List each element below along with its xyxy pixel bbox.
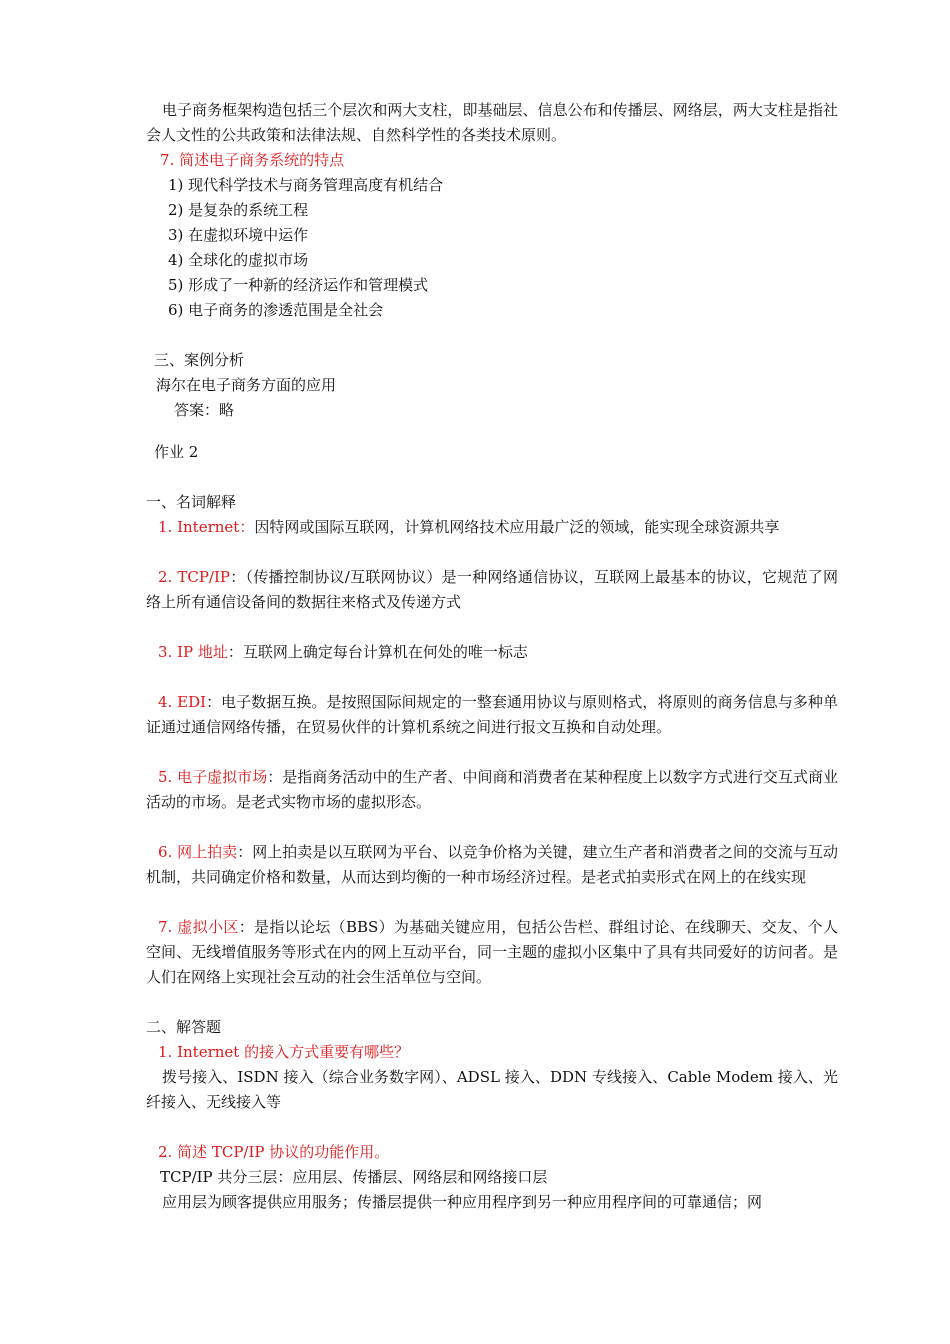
term-definition: （传播控制协议/互联网协议）是一种网络通信协议，互联网上最基本的协议，它规范了网络上所有通信设备间的数据往来格式及传递方式 [146,568,838,611]
term-definition: 因特网或国际互联网，计算机网络技术应用最广泛的领域，能实现全球资源共享 [254,518,780,536]
spacer [146,423,838,440]
term-label: 4. EDI [158,693,207,711]
term-online-auction [146,840,838,890]
question-2-line-1: TCP/IP 共分三层：应用层、传播层、网络层和网络接口层 [160,1168,548,1186]
document-body [146,98,838,1215]
term-label: 5. 电子虚拟市场 [158,768,268,786]
term-definition: 网上拍卖是以互联网为平台、以竞争价格为关键，建立生产者和消费者之间的交流与互动机制，共同确定价格和数量，从而达到均衡的一种市场经济过程。是老式拍卖形式在网上的在线实现 [146,843,838,886]
spacer [146,740,838,765]
spacer [146,815,838,840]
term-label: 1. Internet [158,518,240,536]
question-7-list [146,173,838,323]
list-item: 1) 现代科学技术与商务管理高度有机结合 [168,176,444,194]
term-internet [146,515,838,540]
list-item: 2) 是复杂的系统工程 [168,201,309,219]
case-title: 海尔在电子商务方面的应用 [156,376,337,394]
term-separator: ： [238,918,255,936]
case-answer: 答案：略 [174,401,235,419]
section-1-heading: 一、名词解释 [146,493,237,511]
spacer [146,323,838,348]
term-definition: 电子数据互换。是按照国际间规定的一整套通用协议与原则格式，将原则的商务信息与多种单证通过通信网络传播，在贸易伙伴的计算机系统之间进行报文互换和自动处理。 [146,693,838,736]
section-2-heading: 二、解答题 [146,1018,222,1036]
list-item: 6) 电子商务的渗透范围是全社会 [168,301,384,319]
homework-2-heading: 作业 2 [154,443,199,461]
question-7-title: 7. 简述电子商务系统的特点 [160,151,345,169]
term-label: 7. 虚拟小区 [158,918,239,936]
term-virtual-community [146,915,838,990]
term-definition: 是指以论坛（BBS）为基础关键应用，包括公告栏、群组讨论、在线聊天、交友、个人空间、无线增值服务等形式在内的网上互动平台，同一主题的虚拟小区集中了具有共同爱好的访问者。是人们在网络上实现社会互动的社会生活单位与空间。 [146,918,838,986]
term-tcp-ip [146,565,838,615]
term-ip-address [146,640,838,665]
spacer [146,615,838,640]
term-separator: ： [229,568,246,586]
list-item: 4) 全球化的虚拟市场 [168,251,309,269]
list-item: 5) 形成了一种新的经济运作和管理模式 [168,276,429,294]
term-label: 3. IP 地址 [158,643,228,661]
term-label: 6. 网上拍卖 [158,843,238,861]
case-analysis-heading: 三、案例分析 [154,351,245,369]
term-separator: ： [206,693,222,711]
term-definition: 是指商务活动中的生产者、中间商和消费者在某种程度上以数字方式进行交互式商业活动的市场。是老式实物市场的虚拟形态。 [146,768,838,811]
spacer [146,540,838,565]
term-label: 2. TCP/IP [158,568,230,586]
list-item: 3) 在虚拟环境中运作 [168,226,309,244]
question-2-line-2: 应用层为顾客提供应用服务；传播层提供一种应用程序到另一种应用程序间的可靠通信；网 [162,1193,763,1211]
spacer [146,890,838,915]
term-separator: ： [237,843,253,861]
spacer [146,465,838,490]
term-separator: ： [267,768,283,786]
spacer [146,990,838,1015]
term-edi [146,690,838,740]
term-definition: 互联网上确定每台计算机在何处的唯一标志 [242,643,528,661]
question-1-title: 1. Internet 的接入方式重要有哪些？ [158,1043,410,1061]
spacer [146,665,838,690]
question-1-answer: 拨号接入、ISDN 接入（综合业务数字网）、ADSL 接入、DDN 专线接入、Cable Modem 接入、光纤接入、无线接入等 [146,1068,838,1111]
term-separator: ： [227,643,243,661]
term-virtual-market [146,765,838,815]
question-2-title: 2. 简述 TCP/IP 协议的功能作用。 [158,1143,390,1161]
spacer [146,1115,838,1140]
term-separator: ： [239,518,255,536]
framework-paragraph: 电子商务框架构造包括三个层次和两大支柱，即基础层、信息公布和传播层、网络层，两大支柱是指社会人文性的公共政策和法律法规、自然科学性的各类技术原则。 [146,101,838,144]
